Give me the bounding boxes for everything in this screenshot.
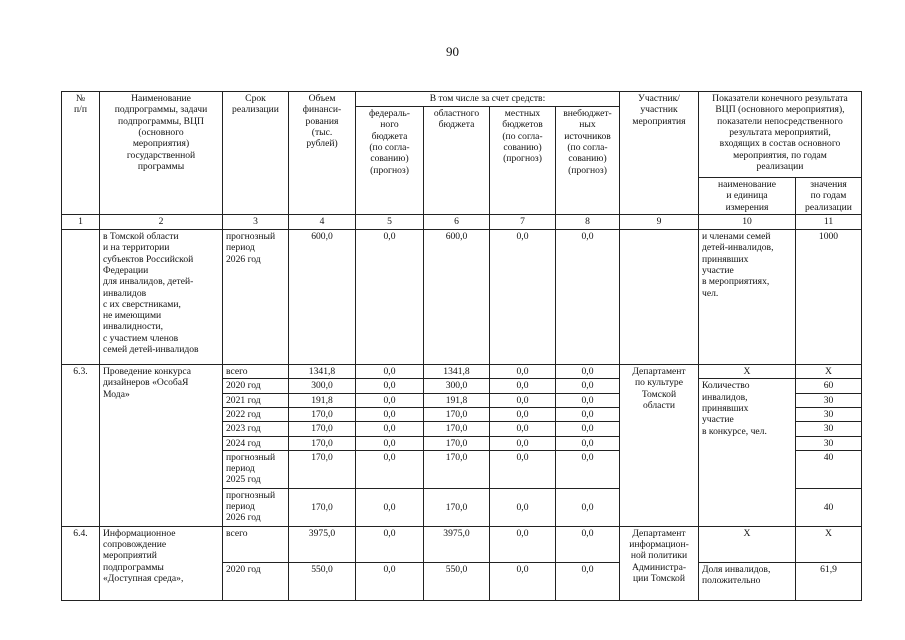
header-name: Наименование подпрограммы, задачи подпрограммы, ВЦП (основного мероприятия) государственной программы (100, 92, 223, 215)
federal-budget: 0,0 (356, 422, 424, 436)
header-sources-group: В том числе за счет средств: (356, 92, 620, 107)
indicator-value: 30 (796, 422, 862, 436)
regional-budget: 191,8 (424, 393, 490, 407)
total-financing: 170,0 (289, 436, 356, 450)
indicator-name: Доля инвалидов, положительно (699, 562, 796, 600)
header-number: № п/п (62, 92, 100, 215)
column-number: 3 (223, 214, 289, 229)
local-budgets: 0,0 (490, 229, 556, 364)
table-row (62, 364, 862, 378)
regional-budget: 170,0 (424, 488, 490, 526)
local-budgets: 0,0 (490, 562, 556, 600)
extrabudgetary: 0,0 (556, 379, 620, 393)
regional-budget: 3975,0 (424, 526, 490, 562)
participant: Департамент информацион- ной политики Администра- ции Томской (620, 526, 699, 600)
federal-budget: 0,0 (356, 229, 424, 364)
regional-budget: 550,0 (424, 562, 490, 600)
column-number: 10 (699, 214, 796, 229)
indicator-value: Х (796, 364, 862, 378)
total-financing: 170,0 (289, 407, 356, 421)
total-financing: 300,0 (289, 379, 356, 393)
local-budgets: 0,0 (490, 488, 556, 526)
period: 2020 год (223, 379, 289, 393)
regional-budget: 170,0 (424, 436, 490, 450)
column-number: 4 (289, 214, 356, 229)
participant (620, 229, 699, 364)
regional-budget: 600,0 (424, 229, 490, 364)
local-budgets: 0,0 (490, 436, 556, 450)
header-local-budgets: местных бюджетов (по согла- сованию) (прогноз) (490, 107, 556, 215)
header-regional-budget: областного бюджета (424, 107, 490, 215)
indicator-name: Х (699, 526, 796, 562)
column-number: 1 (62, 214, 100, 229)
period: 2021 год (223, 393, 289, 407)
local-budgets: 0,0 (490, 393, 556, 407)
measure-name: Проведение конкурса дизайнеров «ОсобаЯ Мода» (100, 364, 223, 526)
total-financing: 170,0 (289, 450, 356, 488)
indicator-name: Х (699, 364, 796, 378)
federal-budget: 0,0 (356, 562, 424, 600)
federal-budget: 0,0 (356, 379, 424, 393)
federal-budget: 0,0 (356, 450, 424, 488)
total-financing: 1341,8 (289, 364, 356, 378)
indicator-name: Количество инвалидов, принявших участие в конкурсе, чел. (699, 379, 796, 527)
indicator-name: и членами семей детей-инвалидов, принявших участие в мероприятиях, чел. (699, 229, 796, 364)
local-budgets: 0,0 (490, 450, 556, 488)
extrabudgetary: 0,0 (556, 229, 620, 364)
column-number: 11 (796, 214, 862, 229)
period: всего (223, 526, 289, 562)
federal-budget: 0,0 (356, 393, 424, 407)
local-budgets: 0,0 (490, 526, 556, 562)
column-number: 2 (100, 214, 223, 229)
extrabudgetary: 0,0 (556, 364, 620, 378)
indicator-value: 30 (796, 407, 862, 421)
column-number: 5 (356, 214, 424, 229)
extrabudgetary: 0,0 (556, 526, 620, 562)
period: 2020 год (223, 562, 289, 600)
regional-budget: 300,0 (424, 379, 490, 393)
federal-budget: 0,0 (356, 488, 424, 526)
indicator-value: 1000 (796, 229, 862, 364)
total-financing: 170,0 (289, 422, 356, 436)
local-budgets: 0,0 (490, 422, 556, 436)
header-indicator-name: наименование и единица измерения (699, 178, 796, 215)
column-number: 7 (490, 214, 556, 229)
total-financing: 191,8 (289, 393, 356, 407)
total-financing: 550,0 (289, 562, 356, 600)
local-budgets: 0,0 (490, 407, 556, 421)
header-period: Срок реализации (223, 92, 289, 215)
federal-budget: 0,0 (356, 526, 424, 562)
column-numbers-row (62, 214, 862, 229)
period: 2023 год (223, 422, 289, 436)
page-number: 90 (446, 44, 459, 59)
extrabudgetary: 0,0 (556, 407, 620, 421)
program-table (61, 91, 862, 601)
indicator-value: 30 (796, 436, 862, 450)
table-row (62, 229, 862, 364)
row-number: 6.3. (62, 364, 100, 526)
local-budgets: 0,0 (490, 379, 556, 393)
period: всего (223, 364, 289, 378)
extrabudgetary: 0,0 (556, 436, 620, 450)
regional-budget: 170,0 (424, 407, 490, 421)
extrabudgetary: 0,0 (556, 488, 620, 526)
total-financing: 600,0 (289, 229, 356, 364)
header-indicator-values: значения по годам реализации (796, 178, 862, 215)
measure-name: Информационное сопровождение мероприятий подпрограммы «Доступная среда», (100, 526, 223, 600)
federal-budget: 0,0 (356, 436, 424, 450)
participant: Департамент по культуре Томской области (620, 364, 699, 526)
header-participant: Участник/ участник мероприятия (620, 92, 699, 215)
regional-budget: 170,0 (424, 450, 490, 488)
total-financing: 170,0 (289, 488, 356, 526)
header-federal-budget: федераль- ного бюджета (по согла- сованию) (прогноз) (356, 107, 424, 215)
indicator-value: 30 (796, 393, 862, 407)
federal-budget: 0,0 (356, 407, 424, 421)
regional-budget: 1341,8 (424, 364, 490, 378)
indicator-value: Х (796, 526, 862, 562)
federal-budget: 0,0 (356, 364, 424, 378)
column-number: 6 (424, 214, 490, 229)
indicator-value: 60 (796, 379, 862, 393)
header-total-financing: Объем финанси- рования (тыс. рублей) (289, 92, 356, 215)
period: 2024 год (223, 436, 289, 450)
column-number: 9 (620, 214, 699, 229)
extrabudgetary: 0,0 (556, 393, 620, 407)
measure-name: в Томской области и на территории субъектов Российской Федерации для инвалидов, детей- инвалидов с их сверстниками, не имеющими инвалидности, с участием членов семей детей-инвалидов (100, 229, 223, 364)
indicator-value: 40 (796, 450, 862, 488)
total-financing: 3975,0 (289, 526, 356, 562)
extrabudgetary: 0,0 (556, 562, 620, 600)
row-number: 6.4. (62, 526, 100, 600)
header-indicators: Показатели конечного результата ВЦП (основного мероприятия), показатели непосредственного результата мероприятий, входящих в состав основного мероприятия, по годам реализации (699, 92, 862, 178)
indicator-value: 40 (796, 488, 862, 526)
header-extrabudgetary: внебюджет- ных источников (по согла- сованию) (прогноз) (556, 107, 620, 215)
period: 2022 год (223, 407, 289, 421)
period: прогнозный период 2026 год (223, 488, 289, 526)
indicator-value: 61,9 (796, 562, 862, 600)
local-budgets: 0,0 (490, 364, 556, 378)
period: прогнозный период 2026 год (223, 229, 289, 364)
column-number: 8 (556, 214, 620, 229)
regional-budget: 170,0 (424, 422, 490, 436)
extrabudgetary: 0,0 (556, 450, 620, 488)
row-number (62, 229, 100, 364)
extrabudgetary: 0,0 (556, 422, 620, 436)
period: прогнозный период 2025 год (223, 450, 289, 488)
table-row (62, 526, 862, 562)
